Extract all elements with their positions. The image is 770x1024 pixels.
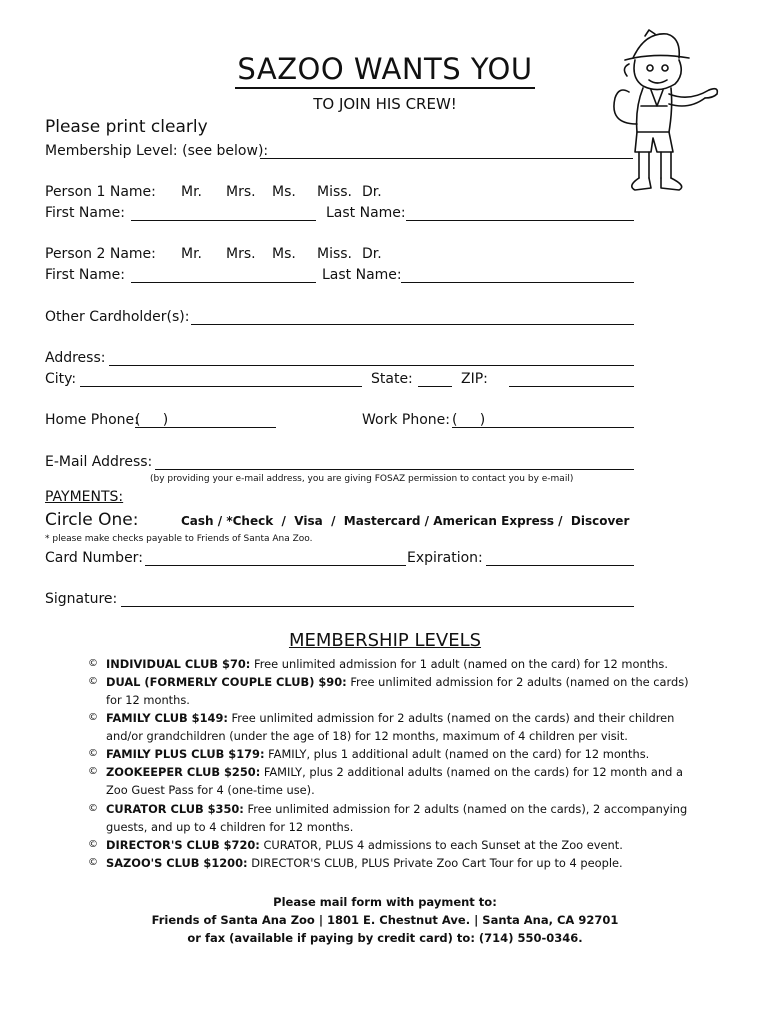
work-phone-label: Work Phone: (362, 412, 450, 428)
page-subtitle: TO JOIN HIS CREW! (313, 95, 457, 113)
card-number-label: Card Number: (45, 550, 143, 566)
list-item (88, 655, 703, 673)
list-item (88, 854, 703, 872)
bullet-icon: © (88, 839, 98, 850)
home-phone-field[interactable] (135, 427, 276, 428)
person2-title-miss[interactable]: Miss. (317, 246, 353, 262)
person1-last-name-label: Last Name: (326, 205, 406, 221)
level-desc: CURATOR, PLUS 4 admissions to each Sunset at the Zoo event. (259, 838, 623, 852)
circle-one-label: Circle One: (45, 510, 139, 530)
person1-first-name-field[interactable] (131, 220, 316, 221)
other-cardholders-label: Other Cardholder(s): (45, 309, 190, 325)
email-label: E-Mail Address: (45, 454, 153, 470)
level-desc: Free unlimited admission for 2 adults (named on the cards) for 12 months. (106, 675, 689, 707)
level-desc: Free unlimited admission for 1 adult (named on the card) for 12 months. (250, 657, 668, 671)
city-label: City: (45, 371, 77, 387)
person2-last-name-field[interactable] (401, 282, 634, 283)
person1-title-mrs[interactable]: Mrs. (226, 184, 256, 200)
bullet-icon: © (88, 748, 98, 759)
mailing-address: Friends of Santa Ana Zoo | 1801 E. Chestnut Ave. | Santa Ana, CA 92701 (151, 913, 619, 927)
state-field[interactable] (418, 386, 452, 387)
bullet-icon: © (88, 766, 98, 777)
level-name: SAZOO'S CLUB $1200: (106, 856, 248, 870)
bullet-icon: © (88, 658, 98, 669)
person1-title-mr[interactable]: Mr. (181, 184, 202, 200)
bullet-icon: © (88, 857, 98, 868)
check-payable-note: * please make checks payable to Friends of Santa Ana Zoo. (45, 534, 313, 544)
level-desc: DIRECTOR'S CLUB, PLUS Private Zoo Cart Tour for up to 4 people. (247, 856, 623, 870)
level-name: ZOOKEEPER CLUB $250: (106, 765, 261, 779)
print-instruction: Please print clearly (45, 117, 208, 137)
membership-level-label: Membership Level: (see below): (45, 143, 269, 159)
card-number-field[interactable] (145, 565, 406, 566)
zip-field[interactable] (509, 386, 634, 387)
person1-first-name-label: First Name: (45, 205, 125, 221)
person1-title-ms[interactable]: Ms. (272, 184, 296, 200)
level-name: CURATOR CLUB $350: (106, 802, 244, 816)
level-name: FAMILY PLUS CLUB $179: (106, 747, 265, 761)
person2-title-ms[interactable]: Ms. (272, 246, 296, 262)
fax-info: or fax (available if paying by credit card) to: (714) 550-0346. (187, 931, 583, 945)
bullet-icon: © (88, 712, 98, 723)
list-item (88, 709, 703, 745)
level-name: DIRECTOR'S CLUB $720: (106, 838, 260, 852)
address-label: Address: (45, 350, 106, 366)
person2-title-mr[interactable]: Mr. (181, 246, 202, 262)
email-field[interactable] (155, 469, 634, 470)
signature-field[interactable] (121, 606, 634, 607)
list-item (88, 673, 703, 709)
other-cardholders-field[interactable] (191, 324, 634, 325)
payments-heading: PAYMENTS: (45, 489, 124, 505)
work-phone-field[interactable] (452, 427, 634, 428)
level-desc: Free unlimited admission for 2 adults (named on the cards), 2 accompanying guests, and up to 4 children for 12 months. (106, 802, 688, 834)
state-label: State: (371, 371, 413, 387)
expiration-field[interactable] (486, 565, 634, 566)
list-item (88, 836, 703, 854)
level-desc: Free unlimited admission for 2 adults (named on the cards) and their children and/or grandchildren (under the age of 18) for 12 months, maximum of 4 children per visit. (106, 711, 675, 743)
person2-first-name-field[interactable] (131, 282, 316, 283)
page-title: SAZOO WANTS YOU (0, 52, 770, 86)
home-phone-area-code: ( ) (135, 412, 169, 428)
person2-first-name-label: First Name: (45, 267, 125, 283)
home-phone-label: Home Phone: (45, 412, 139, 428)
list-item (88, 800, 703, 836)
level-desc: FAMILY, plus 2 additional adults (named on the cards) for 12 month and a Zoo Guest Pass for 4 (one-time use). (106, 765, 683, 797)
person2-last-name-label: Last Name: (322, 267, 402, 283)
membership-level-field[interactable] (260, 158, 633, 159)
level-name: FAMILY CLUB $149: (106, 711, 228, 725)
membership-levels-title: MEMBERSHIP LEVELS (288, 630, 482, 651)
work-phone-area-code: ( ) (452, 412, 486, 428)
bullet-icon: © (88, 803, 98, 814)
level-name: DUAL (FORMERLY COUPLE CLUB) $90: (106, 675, 347, 689)
level-name: INDIVIDUAL CLUB $70: (106, 657, 251, 671)
person2-name-label: Person 2 Name: (45, 246, 156, 262)
email-consent-note: (by providing your e-mail address, you are giving FOSAZ permission to contact you by e-mail) (150, 474, 574, 484)
zip-label: ZIP: (461, 371, 488, 387)
address-field[interactable] (109, 365, 634, 366)
bullet-icon: © (88, 676, 98, 687)
person1-title-miss[interactable]: Miss. (317, 184, 353, 200)
level-desc: FAMILY, plus 1 additional adult (named on the card) for 12 months. (264, 747, 650, 761)
expiration-label: Expiration: (407, 550, 483, 566)
signature-label: Signature: (45, 591, 118, 607)
list-item (88, 763, 703, 799)
person1-name-label: Person 1 Name: (45, 184, 156, 200)
person1-title-dr[interactable]: Dr. (362, 184, 382, 200)
payment-options[interactable]: Cash / *Check / Visa / Mastercard / American Express / Discover (181, 514, 630, 528)
person1-last-name-field[interactable] (406, 220, 634, 221)
person2-title-dr[interactable]: Dr. (362, 246, 382, 262)
city-field[interactable] (80, 386, 362, 387)
mail-instruction: Please mail form with payment to: (273, 895, 497, 909)
person2-title-mrs[interactable]: Mrs. (226, 246, 256, 262)
list-item (88, 745, 703, 763)
